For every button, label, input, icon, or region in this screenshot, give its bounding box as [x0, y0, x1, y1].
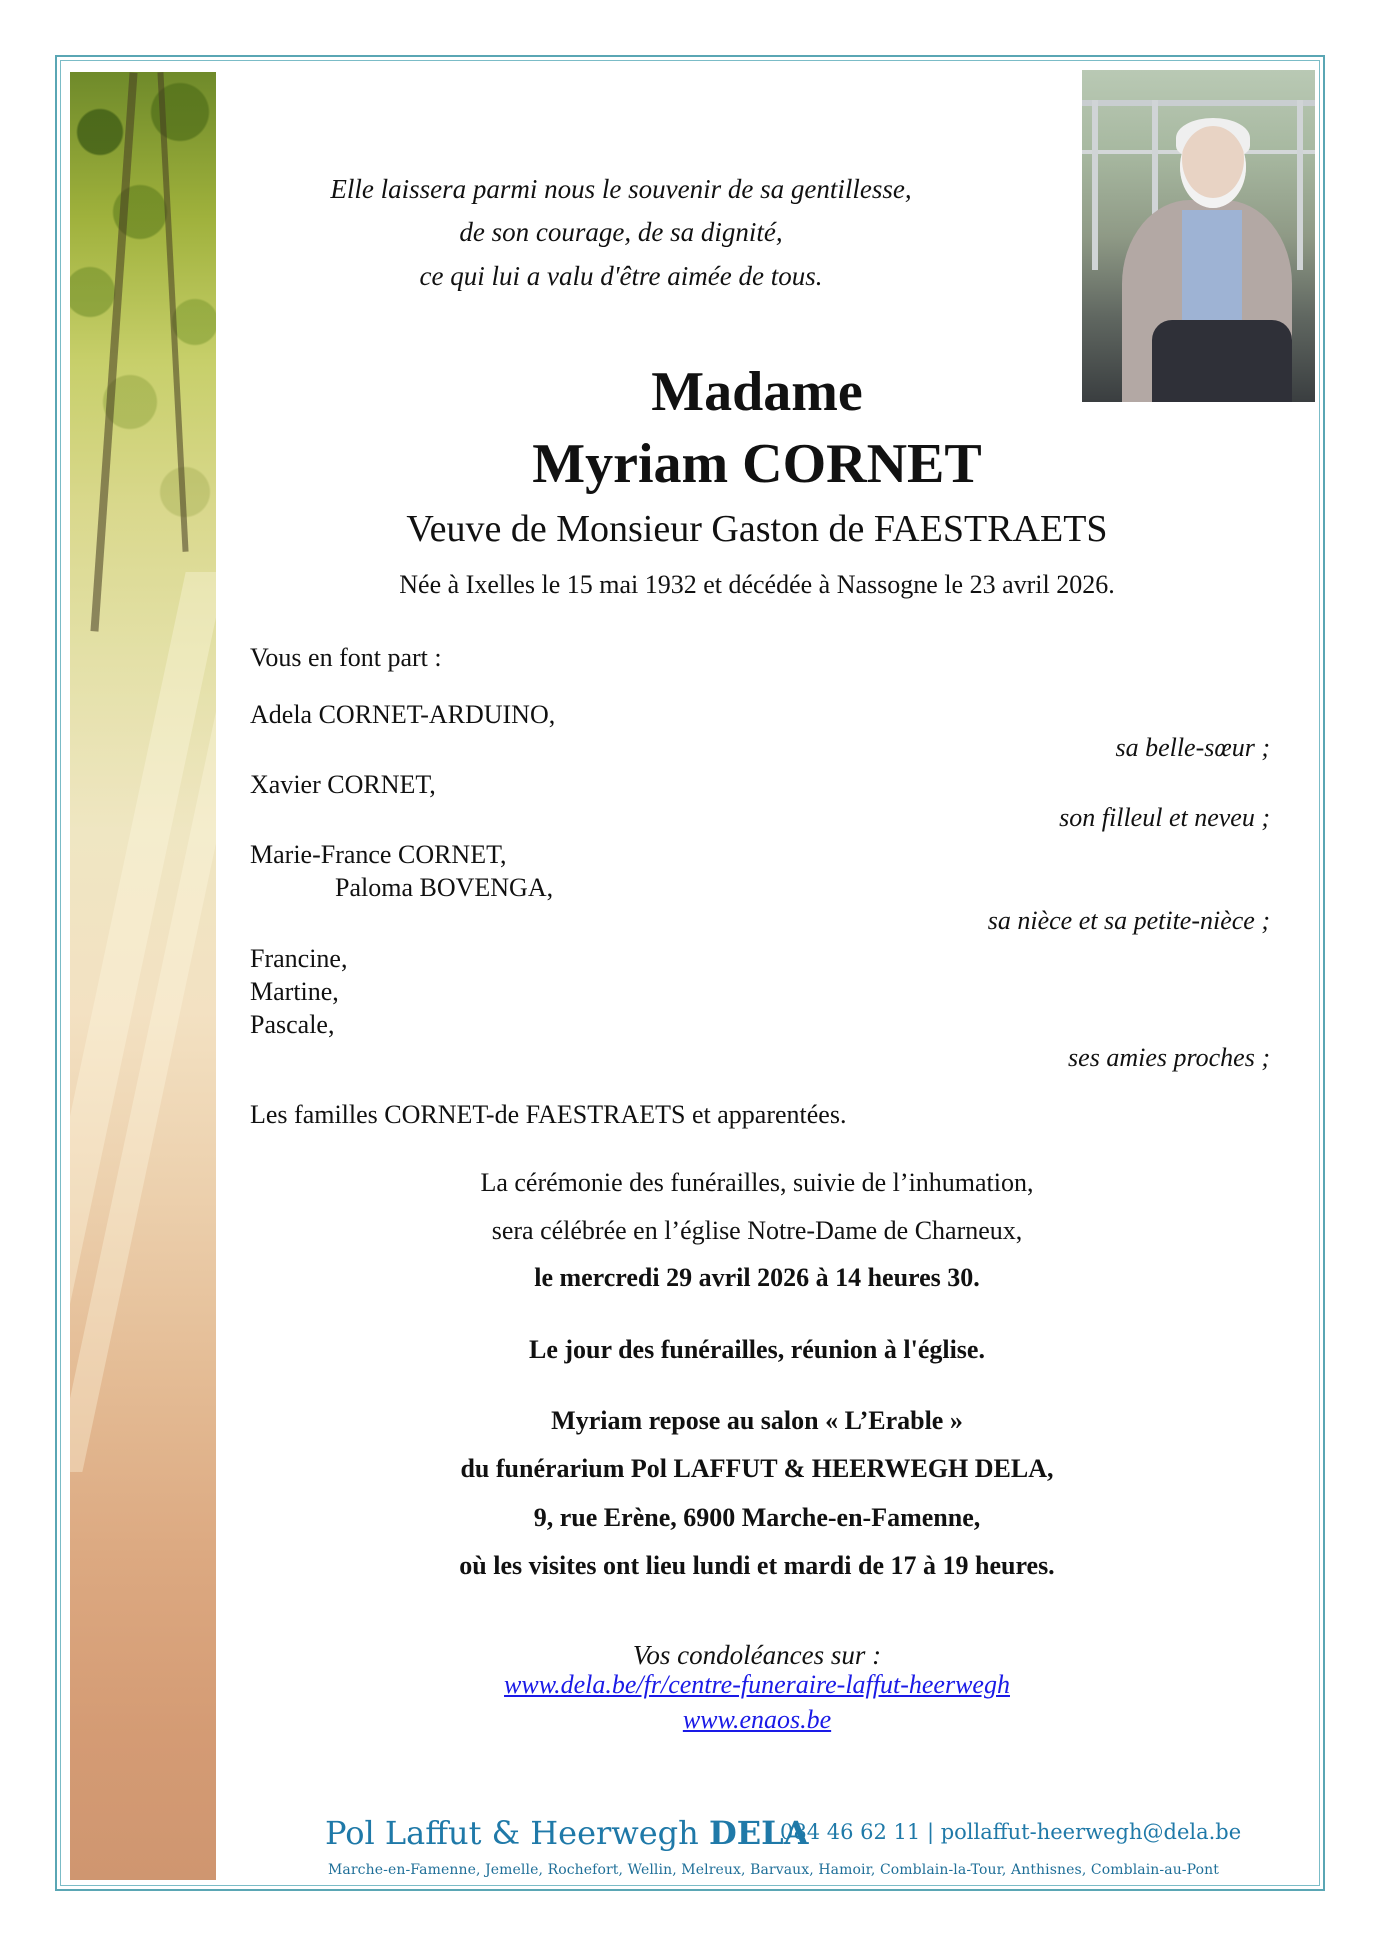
widow-of: Veuve de Monsieur Gaston de FAESTRAETS — [406, 508, 1108, 550]
visitation-line-2: du funérarium Pol LAFFUT & HEERWEGH DELA, — [460, 1454, 1054, 1483]
relative-pascale: Pascale, — [250, 1010, 335, 1039]
footer-contact: 084 46 62 11 | pollaffut-heerwegh@dela.be — [780, 1820, 1242, 1844]
relative-xavier: Xavier CORNET, — [250, 770, 436, 799]
funeral-home-name: Pol Laffut & Heerwegh — [325, 1814, 709, 1852]
families-line: Les familles CORNET-de FAESTRAETS et apparentées. — [250, 1100, 847, 1129]
funeral-home-logo — [325, 1814, 808, 1852]
relative-paloma: Paloma BOVENGA, — [335, 873, 554, 902]
condolences-label: Vos condoléances sur : — [632, 1640, 882, 1670]
reunion-note: Le jour des funérailles, réunion à l'église. — [529, 1335, 985, 1364]
condolences-link-dela[interactable]: www.dela.be/fr/centre-funeraire-laffut-heerwegh — [504, 1670, 1010, 1699]
relative-martine: Martine, — [250, 977, 339, 1006]
ceremony-date: le mercredi 29 avril 2026 à 14 heures 30. — [534, 1263, 980, 1292]
honorific: Madame — [651, 361, 863, 423]
footer-towns: Marche-en-Famenne, Jemelle, Rochefort, Wellin, Melreux, Barvaux, Hamoir, Comblain-la-Tour, Anthisnes, Comblain-au-Pont — [328, 1862, 1219, 1878]
dela-wordmark: DELA — [708, 1814, 809, 1852]
relative-mariefrance: Marie-France CORNET, — [250, 840, 507, 869]
relation-mariefrance: sa nièce et sa petite-nièce ; — [987, 906, 1270, 935]
ceremony-line-1: La cérémonie des funérailles, suivie de l’inhumation, — [480, 1168, 1034, 1197]
quote-line-2: de son courage, de sa dignité, — [459, 217, 783, 247]
relation-adela: sa belle-sœur ; — [1115, 733, 1270, 762]
relative-francine: Francine, — [250, 944, 348, 973]
visitation-line-4: où les visites ont lieu lundi et mardi de 17 à 19 heures. — [459, 1551, 1055, 1580]
forest-path-image — [70, 72, 216, 1880]
relative-adela: Adela CORNET-ARDUINO, — [250, 700, 556, 729]
relation-friends: ses amies proches ; — [1068, 1043, 1270, 1072]
quote-line-3: ce qui lui a valu d'être aimée de tous. — [419, 261, 823, 291]
announce-intro: Vous en font part : — [250, 643, 442, 672]
condolences-link-enaos[interactable]: www.enaos.be — [682, 1705, 832, 1734]
quote-line-1: Elle laissera parmi nous le souvenir de sa gentillesse, — [330, 174, 912, 204]
visitation-line-3: 9, rue Erène, 6900 Marche-en-Famenne, — [533, 1503, 981, 1532]
relation-xavier: son filleul et neveu ; — [1059, 803, 1270, 832]
deceased-name: Myriam CORNET — [532, 433, 982, 495]
ceremony-line-2: sera célébrée en l’église Notre-Dame de Charneux, — [491, 1216, 1023, 1245]
visitation-line-1: Myriam repose au salon « L’Erable » — [551, 1406, 963, 1435]
birth-death-dates: Née à Ixelles le 15 mai 1932 et décédée à Nassogne le 23 avril 2026. — [399, 570, 1115, 599]
